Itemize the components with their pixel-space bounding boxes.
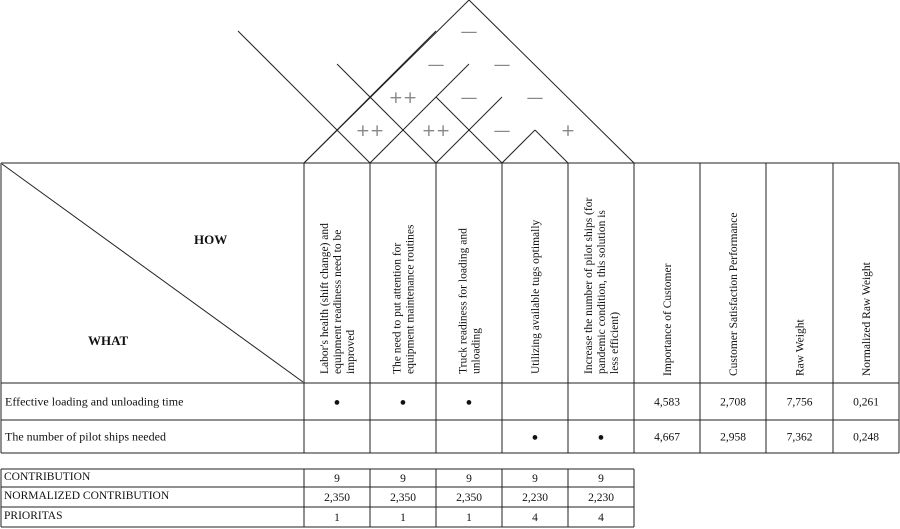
how-header-line: Utilizing available tugs optimally: [530, 219, 542, 374]
summary-label: CONTRIBUTION: [4, 471, 91, 483]
summary-value: 9: [598, 473, 604, 485]
roof-line: [370, 64, 469, 163]
how-header-line: unloading: [470, 328, 483, 374]
how-header-line: The need to put attention for: [391, 242, 404, 374]
summary-value: 2,350: [324, 492, 350, 504]
how-header-line: equipment maintenance routines: [404, 224, 417, 374]
correlation-symbol: —: [526, 88, 544, 108]
how-header-line: improved: [345, 329, 357, 374]
metric-value: 7,756: [786, 396, 813, 409]
relation-dot: ●: [465, 396, 473, 409]
matrix-grid: [1, 163, 899, 453]
summary-value: 2,230: [588, 492, 614, 504]
metric-value: 7,362: [786, 431, 813, 444]
correlation-symbol: —: [460, 22, 478, 42]
summary-table: [1, 469, 634, 527]
how-header-4: [530, 219, 542, 374]
roof-line: [238, 31, 370, 163]
how-label: HOW: [194, 232, 228, 247]
summary-value: 1: [466, 512, 472, 524]
summary-value: 9: [466, 473, 472, 485]
how-header-line: Increase the number of pilot ships (for: [583, 197, 595, 374]
what-item: The number of pilot ships needed: [5, 429, 166, 444]
correlation-symbol: ++: [388, 88, 418, 108]
how-header-5: [583, 198, 621, 374]
metric-value: 2,708: [720, 396, 746, 409]
correlation-symbol: —: [427, 55, 445, 75]
relation-dot: ●: [531, 431, 539, 444]
summary-value: 9: [334, 473, 340, 485]
metric-header: Importance of Customer: [662, 263, 674, 376]
metric-header: Raw Weight: [794, 319, 807, 376]
header-diagonal: [2, 164, 303, 382]
correlation-symbol: —: [460, 88, 478, 108]
correlation-symbol: ++: [355, 121, 385, 141]
what-item: Effective loading and unloading time: [5, 394, 184, 409]
relation-dot: ●: [597, 431, 605, 444]
how-header-line: pandemic condition, this solution is: [596, 210, 608, 374]
summary-label: NORMALIZED CONTRIBUTION: [4, 490, 170, 502]
how-header-line: Labor's health (shift change) and: [319, 223, 331, 374]
summary-value: 1: [400, 512, 406, 524]
summary-value: 2,230: [522, 492, 548, 504]
summary-value: 9: [532, 473, 538, 485]
summary-value: 4: [598, 512, 604, 524]
correlation-roof: [238, 0, 634, 163]
how-header-1: [319, 223, 357, 374]
metric-value: 0,248: [853, 431, 879, 444]
summary-value: 1: [334, 512, 340, 524]
how-header-line: equipment readiness need to be: [332, 229, 344, 374]
what-label: WHAT: [88, 333, 129, 348]
roof-line: [337, 64, 436, 163]
metric-header: Normalized Raw Weight: [861, 262, 873, 376]
correlation-symbol: —: [493, 55, 511, 75]
metric-value: 0,261: [853, 396, 879, 409]
how-header-line: less efficient): [609, 311, 621, 374]
metric-value: 2,958: [720, 431, 746, 444]
metric-header: Customer Satisfaction Performance: [728, 212, 740, 376]
relation-dot: ●: [399, 396, 407, 409]
how-header-line: Truck readiness for loading and: [457, 228, 470, 374]
relation-dot: ●: [333, 396, 341, 409]
summary-value: 9: [400, 473, 406, 485]
correlation-symbol: ++: [421, 121, 451, 141]
how-header-3: [458, 228, 483, 374]
metric-value: 4,667: [654, 431, 680, 444]
correlation-symbol: —: [493, 121, 511, 141]
summary-label: PRIORITAS: [4, 510, 63, 522]
how-header-2: [392, 224, 417, 374]
summary-value: 4: [532, 512, 538, 524]
matrix-content: [1, 198, 879, 527]
summary-value: 2,350: [456, 492, 482, 504]
correlation-symbol: +: [560, 121, 576, 141]
metric-value: 4,583: [654, 396, 680, 409]
summary-value: 2,350: [390, 492, 416, 504]
